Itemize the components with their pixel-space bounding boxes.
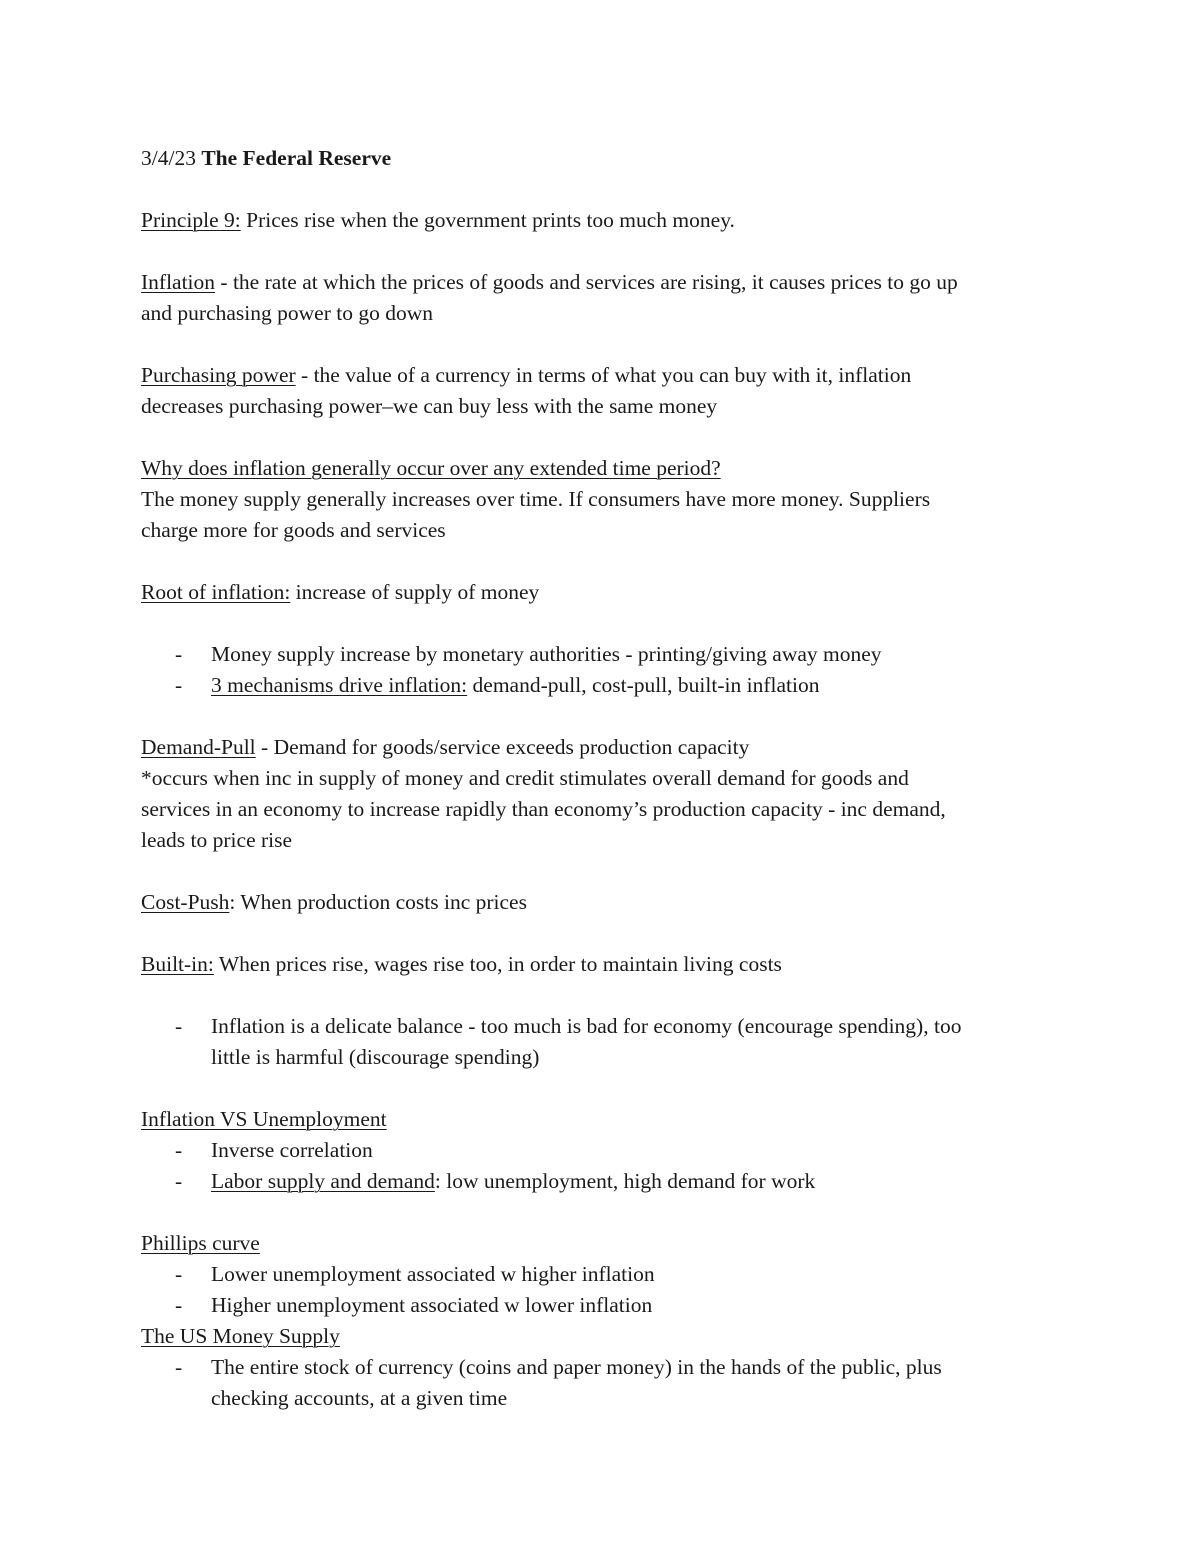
purchasing-power-definition	[141, 360, 1041, 391]
section-heading: Inflation VS Unemployment	[141, 1107, 387, 1131]
principle-text: Prices rise when the government prints too much money.	[240, 208, 735, 232]
bullet-dash: -	[175, 1262, 183, 1286]
document-page	[141, 143, 1041, 1414]
bullet-text: Lower unemployment associated w higher inflation	[211, 1262, 655, 1286]
demand-pull-note-1: *occurs when inc in supply of money and credit stimulates overall demand for goods and	[141, 766, 909, 790]
bullet-continuation: checking accounts, at a given time	[211, 1386, 508, 1410]
inflation-text-2: and purchasing power to go down	[141, 301, 433, 325]
money-supply-heading	[141, 1321, 1041, 1352]
bullet-text: Inverse correlation	[211, 1138, 373, 1162]
bullet-dash: -	[175, 1138, 183, 1162]
built-in-text: When prices rise, wages rise too, in order to maintain living costs	[213, 952, 782, 976]
principle-line	[141, 205, 1041, 236]
purchasing-power-term: Purchasing power	[141, 363, 296, 387]
why-question-text: Why does inflation generally occur over any extended time period?	[141, 456, 721, 480]
root-text: increase of supply of money	[290, 580, 540, 604]
demand-pull-note-3: leads to price rise	[141, 828, 293, 852]
cost-push-text: : When production costs inc prices	[229, 890, 527, 914]
demand-pull-text: - Demand for goods/service exceeds production capacity	[255, 735, 750, 759]
built-in-term: Built-in:	[141, 952, 214, 976]
why-inflation-question	[141, 453, 1041, 484]
inflation-text-1: - the rate at which the prices of goods and services are rising, it causes prices to go up	[215, 270, 958, 294]
bullet-term: 3 mechanisms drive inflation:	[211, 673, 468, 697]
purchasing-power-text-2: decreases purchasing power–we can buy less with the same money	[141, 394, 718, 418]
root-of-inflation	[141, 577, 1041, 608]
demand-pull-definition	[141, 732, 1041, 763]
inflation-definition	[141, 267, 1041, 298]
bullet-text: Money supply increase by monetary authorities - printing/giving away money	[211, 642, 882, 666]
inflation-vs-unemployment-heading	[141, 1104, 1041, 1135]
root-term: Root of inflation:	[141, 580, 291, 604]
list-item	[141, 1166, 1041, 1197]
cost-push-definition	[141, 887, 1041, 918]
bullet-term: Labor supply and demand	[211, 1169, 435, 1193]
list-item	[141, 1352, 1041, 1383]
list-item	[141, 1011, 1041, 1042]
list-item	[141, 1135, 1041, 1166]
title-text: The Federal Reserve	[201, 146, 392, 170]
phillips-curve-heading	[141, 1228, 1041, 1259]
bullet-continuation: little is harmful (discourage spending)	[211, 1045, 540, 1069]
list-item	[141, 1290, 1041, 1321]
why-answer-2: charge more for goods and services	[141, 518, 446, 542]
bullet-text: : low unemployment, high demand for work	[434, 1169, 816, 1193]
bullet-text: demand-pull, cost-pull, built-in inflation	[467, 673, 820, 697]
demand-pull-note-2: services in an economy to increase rapidly than economy’s production capacity - inc demand,	[141, 797, 946, 821]
bullet-dash: -	[175, 1355, 183, 1379]
bullet-dash: -	[175, 1169, 183, 1193]
why-answer-1: The money supply generally increases over time. If consumers have more money. Suppliers	[141, 487, 931, 511]
bullet-dash: -	[175, 1014, 183, 1038]
principle-term: Principle 9:	[141, 208, 241, 232]
section-heading: The US Money Supply	[141, 1324, 340, 1348]
built-in-definition	[141, 949, 1041, 980]
cost-push-term: Cost-Push	[141, 890, 230, 914]
purchasing-power-text-1: - the value of a currency in terms of what you can buy with it, inflation	[295, 363, 912, 387]
bullet-dash: -	[175, 642, 183, 666]
page-title	[141, 143, 1041, 174]
bullet-dash: -	[175, 673, 183, 697]
bullet-text: The entire stock of currency (coins and paper money) in the hands of the public, plus	[211, 1355, 942, 1379]
section-heading: Phillips curve	[141, 1231, 260, 1255]
list-item	[141, 639, 1041, 670]
title-date: 3/4/23	[141, 146, 196, 170]
list-item	[141, 670, 1041, 701]
bullet-dash: -	[175, 1293, 183, 1317]
demand-pull-term: Demand-Pull	[141, 735, 256, 759]
inflation-term: Inflation	[141, 270, 216, 294]
list-item	[141, 1259, 1041, 1290]
bullet-text: Inflation is a delicate balance - too much is bad for economy (encourage spending), too	[211, 1014, 962, 1038]
bullet-text: Higher unemployment associated w lower inflation	[211, 1293, 653, 1317]
